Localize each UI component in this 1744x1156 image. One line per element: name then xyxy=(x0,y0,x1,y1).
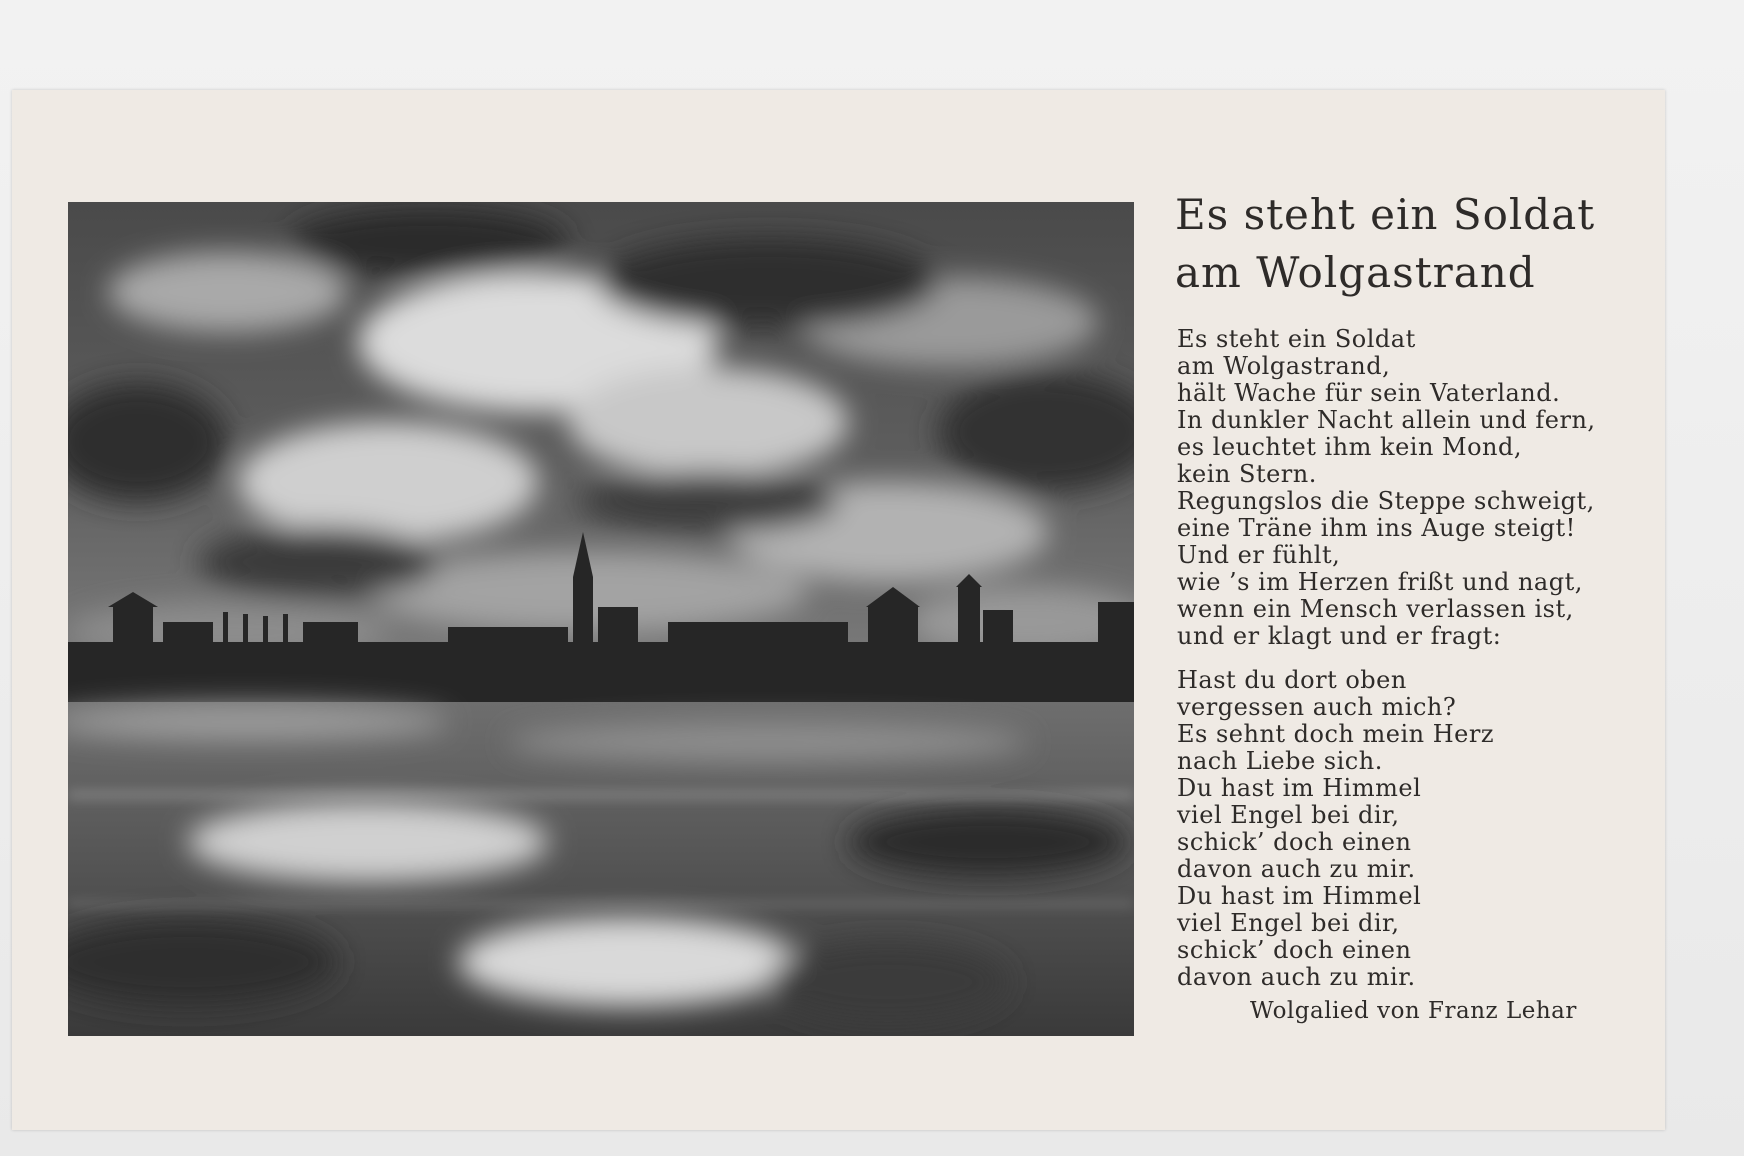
verse-line: Es steht ein Soldat xyxy=(1177,325,1416,353)
composer-credit: Wolgalied von Franz Lehar xyxy=(1250,998,1577,1024)
verse-line: kein Stern. xyxy=(1177,460,1317,488)
stanza-1 xyxy=(1177,326,1647,650)
verse-line: hält Wache für sein Vaterland. xyxy=(1177,379,1561,407)
verse-line: davon auch zu mir. xyxy=(1177,855,1416,883)
verse-line: nach Liebe sich. xyxy=(1177,747,1383,775)
verse-line: schick’ doch einen xyxy=(1177,936,1412,964)
title-line: Es steht ein Soldat xyxy=(1175,190,1596,239)
song-title xyxy=(1175,186,1645,302)
verse-line: Und er fühlt, xyxy=(1177,541,1341,569)
verse-line: Du hast im Himmel xyxy=(1177,774,1422,802)
verse-line: vergessen auch mich? xyxy=(1177,693,1457,721)
verse-line: Du hast im Himmel xyxy=(1177,882,1422,910)
verse-line: davon auch zu mir. xyxy=(1177,963,1416,991)
verse-line: und er klagt und er fragt: xyxy=(1177,622,1502,650)
verse-line: es leuchtet ihm kein Mond, xyxy=(1177,433,1523,461)
title-line: am Wolgastrand xyxy=(1175,248,1536,297)
verse-line: In dunkler Nacht allein und fern, xyxy=(1177,406,1596,434)
verse-line: schick’ doch einen xyxy=(1177,828,1412,856)
verse-line: Regungslos die Steppe schweigt, xyxy=(1177,487,1595,515)
verse-line: Hast du dort oben xyxy=(1177,666,1407,694)
photo-illustration xyxy=(68,202,1134,1036)
verse-line: viel Engel bei dir, xyxy=(1177,909,1400,937)
stanza-2 xyxy=(1177,667,1647,991)
verse-line: wie ’s im Herzen frißt und nagt, xyxy=(1177,568,1583,596)
verse-line: eine Träne ihm ins Auge steigt! xyxy=(1177,514,1576,542)
verse-line: viel Engel bei dir, xyxy=(1177,801,1400,829)
river-skyline-photo xyxy=(68,202,1134,1036)
verse-line: Es sehnt doch mein Herz xyxy=(1177,720,1494,748)
verse-line: wenn ein Mensch verlassen ist, xyxy=(1177,595,1574,623)
verse-line: am Wolgastrand, xyxy=(1177,352,1391,380)
